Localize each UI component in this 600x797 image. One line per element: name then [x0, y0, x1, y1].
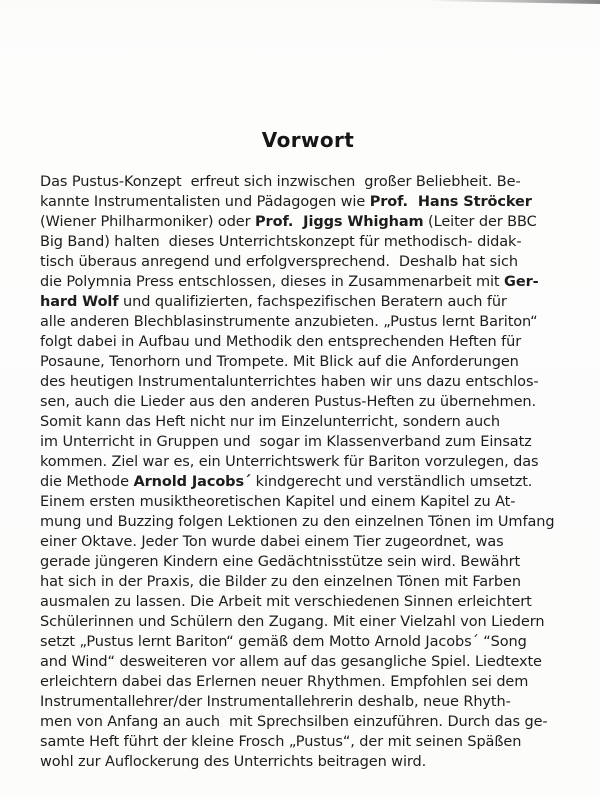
- text-line: [40, 472, 576, 492]
- text-segment: Posaune, Tenorhorn und Trompete. Mit Blick auf die Anforderungen: [40, 354, 519, 370]
- text-segment: setzt „Pustus lernt Bariton“ gemäß dem Motto Arnold Jacobs´ “Song: [40, 634, 527, 650]
- text-line: [40, 372, 576, 392]
- text-line: [40, 712, 576, 732]
- text-line: [40, 292, 576, 312]
- text-line: [40, 752, 576, 772]
- text-segment: alle anderen Blechblasinstrumente anzubieten. „Pustus lernt Bariton“: [40, 314, 538, 330]
- text-line: [40, 612, 576, 632]
- text-line: [40, 252, 576, 272]
- text-segment: gerade jüngeren Kindern eine Gedächtnisstütze sein wird. Bewährt: [40, 554, 521, 570]
- text-line: [40, 632, 576, 652]
- page-title: Vorwort: [261, 128, 355, 152]
- text-segment: hat sich in der Praxis, die Bilder zu den einzelnen Tönen mit Farben: [40, 574, 521, 590]
- text-segment: wohl zur Auflockerung des Unterrichts beitragen wird.: [40, 754, 427, 770]
- text-segment: erleichtern dabei das Erlernen neuer Rhythmen. Empfohlen sei dem: [40, 674, 529, 690]
- page-content: [40, 128, 576, 772]
- bold-text-segment: Ger-: [504, 274, 539, 290]
- text-line: [40, 392, 576, 412]
- scan-edge-artifact: [422, 0, 600, 4]
- text-segment: men von Anfang an auch mit Sprechsilben einzuführen. Durch das ge-: [40, 714, 548, 730]
- bold-text-segment: hard Wolf: [40, 294, 119, 310]
- text-segment: des heutigen Instrumentalunterrichtes haben wir uns dazu entschlos-: [40, 374, 539, 390]
- text-line: [40, 592, 576, 612]
- text-segment: Das Pustus-Konzept erfreut sich inzwischen großer Beliebheit. Be-: [40, 174, 521, 190]
- text-line: [40, 652, 576, 672]
- text-line: [40, 532, 576, 552]
- text-segment: im Unterricht in Gruppen und sogar im Klassenverband zum Einsatz: [40, 434, 532, 450]
- text-line: [40, 352, 576, 372]
- text-segment: (Leiter der BBC: [423, 214, 537, 230]
- text-segment: Big Band) halten dieses Unterrichtskonzept für methodisch- didak-: [40, 234, 522, 250]
- text-line: [40, 412, 576, 432]
- bold-text-segment: Arnold Jacobs´: [133, 474, 252, 490]
- text-segment: die Methode: [40, 474, 134, 490]
- text-line: [40, 572, 576, 592]
- text-line: [40, 452, 576, 472]
- text-line: [40, 312, 576, 332]
- text-segment: die Polymnia Press entschlossen, dieses in Zusammenarbeit mit: [40, 274, 505, 290]
- text-segment: (Wiener Philharmoniker) oder: [40, 214, 255, 230]
- text-segment: kannte Instrumentalisten und Pädagogen wie: [40, 194, 370, 210]
- text-segment: Einem ersten musiktheoretischen Kapitel und einem Kapitel zu At-: [40, 494, 516, 510]
- text-segment: mung und Buzzing folgen Lektionen zu den einzelnen Tönen im Umfang: [40, 514, 555, 530]
- text-segment: folgt dabei in Aufbau und Methodik den entsprechenden Heften für: [40, 334, 522, 350]
- text-segment: und qualifizierten, fachspezifischen Beratern auch für: [118, 294, 507, 310]
- text-line: [40, 172, 576, 192]
- text-segment: ausmalen zu lassen. Die Arbeit mit verschiedenen Sinnen erleichtert: [40, 594, 532, 610]
- text-line: [40, 732, 576, 752]
- text-segment: Instrumentallehrer/der Instrumentallehrerin deshalb, neue Rhyth-: [40, 694, 511, 710]
- bold-text-segment: Prof. Jiggs Whigham: [255, 214, 424, 230]
- text-segment: kommen. Ziel war es, ein Unterrichtswerk für Bariton vorzulegen, das: [40, 454, 539, 470]
- text-line: [40, 232, 576, 252]
- text-segment: einer Oktave. Jeder Ton wurde dabei einem Tier zugeordnet, was: [40, 534, 504, 550]
- preface-paragraph: [40, 172, 576, 772]
- text-line: [40, 492, 576, 512]
- text-segment: and Wind“ desweiteren vor allem auf das gesangliche Spiel. Liedtexte: [40, 654, 542, 670]
- text-segment: tisch überaus anregend und erfolgversprechend. Deshalb hat sich: [40, 254, 518, 270]
- text-segment: Somit kann das Heft nicht nur im Einzelunterricht, sondern auch: [40, 414, 501, 430]
- bold-text-segment: Prof. Hans Ströcker: [369, 194, 532, 210]
- text-line: [40, 332, 576, 352]
- text-line: [40, 552, 576, 572]
- text-line: [40, 192, 576, 212]
- text-line: [40, 692, 576, 712]
- text-line: [40, 672, 576, 692]
- text-line: [40, 272, 576, 292]
- text-segment: kindgerecht und verständlich umsetzt.: [251, 474, 533, 490]
- text-line: [40, 432, 576, 452]
- text-segment: Schülerinnen und Schülern den Zugang. Mit einer Vielzahl von Liedern: [40, 614, 545, 630]
- text-segment: samte Heft führt der kleine Frosch „Pustus“, der mit seinen Späßen: [40, 734, 522, 750]
- text-segment: sen, auch die Lieder aus den anderen Pustus-Heften zu übernehmen.: [40, 394, 536, 410]
- text-line: [40, 212, 576, 232]
- text-line: [40, 512, 576, 532]
